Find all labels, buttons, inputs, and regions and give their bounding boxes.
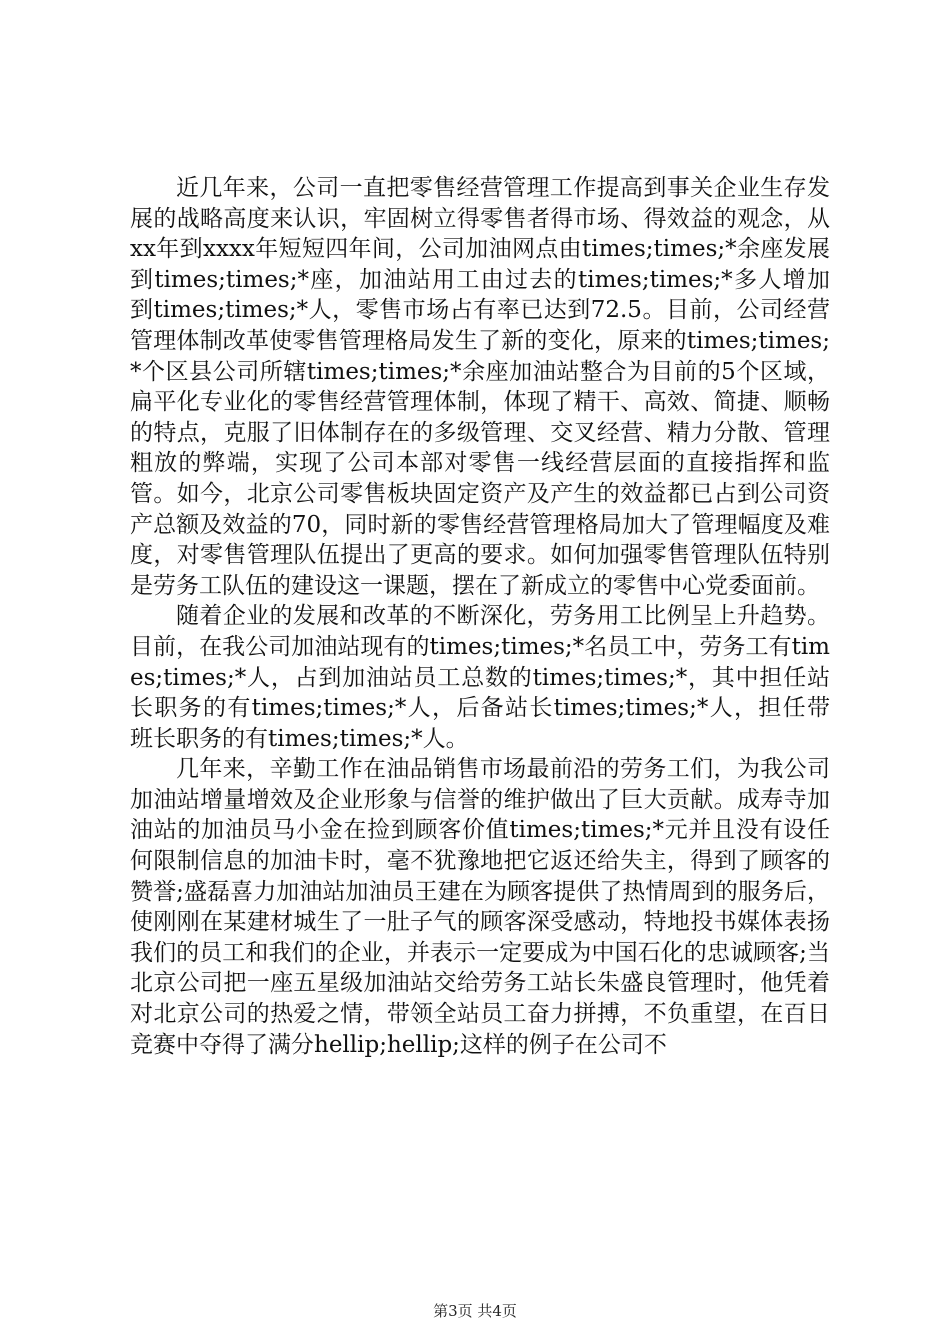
- page-number-footer: 第3页 共4页: [433, 1302, 517, 1320]
- paragraph-1: 近几年来，公司一直把零售经营管理工作提高到事关企业生存发展的战略高度来认识，牢固树立得零售者得市场、得效益的观念，从xx年到xxxx年短短四年间，公司加油网点由times;times;*余座发展到times;times;*座，加油站用工由过去的times;times;*多人增加到times;times;*人，零售市场占有率已达到72.5。目前，公司经营管理体制改革使零售管理格局发生了新的变化，原来的times;times;*个区县公司所辖times;times;*余座加油站整合为目前的5个区域，扁平化专业化的零售经营管理体制，体现了精干、高效、简捷、顺畅的特点，克服了旧体制存在的多级管理、交叉经营、精力分散、管理粗放的弊端，实现了公司本部对零售一线经营层面的直接指挥和监管。如今，北京公司零售板块固定资产及产生的效益都已占到公司资产总额及效益的70，同时新的零售经营管理格局加大了管理幅度及难度，对零售管理队伍提出了更高的要求。如何加强零售管理队伍特别是劳务工队伍的建设这一课题，摆在了新成立的零售中心党委面前。: [130, 175, 830, 599]
- paragraph-3: 几年来，辛勤工作在油品销售市场最前沿的劳务工们，为我公司加油站增量增效及企业形象与信誉的维护做出了巨大贡献。成寿寺加油站的加油员马小金在捡到顾客价值times;times;*元并且没有设任何限制信息的加油卡时，毫不犹豫地把它返还给失主，得到了顾客的赞誉;盛磊喜力加油站加油员王建在为顾客提供了热情周到的服务后，使刚刚在某建材城生了一肚子气的顾客深受感动，特地投书媒体表扬我们的员工和我们的企业，并表示一定要成为中国石化的忠诚顾客;当北京公司把一座五星级加油站交给劳务工站长朱盛良管理时，他凭着对北京公司的热爱之情，带领全站员工奋力拼搏，不负重望，在百日竞赛中夺得了满分hellip;hellip;这样的例子在公司不: [130, 756, 830, 1058]
- paragraph-2: 随着企业的发展和改革的不断深化，劳务用工比例呈上升趋势。目前，在我公司加油站现有的times;times;*名员工中，劳务工有times;times;*人，占到加油站员工总数的times;times;*，其中担任站长职务的有times;times;*人，后备站长times;times;*人，担任带班长职务的有times;times;*人。: [130, 603, 830, 752]
- document-body: [130, 173, 830, 1060]
